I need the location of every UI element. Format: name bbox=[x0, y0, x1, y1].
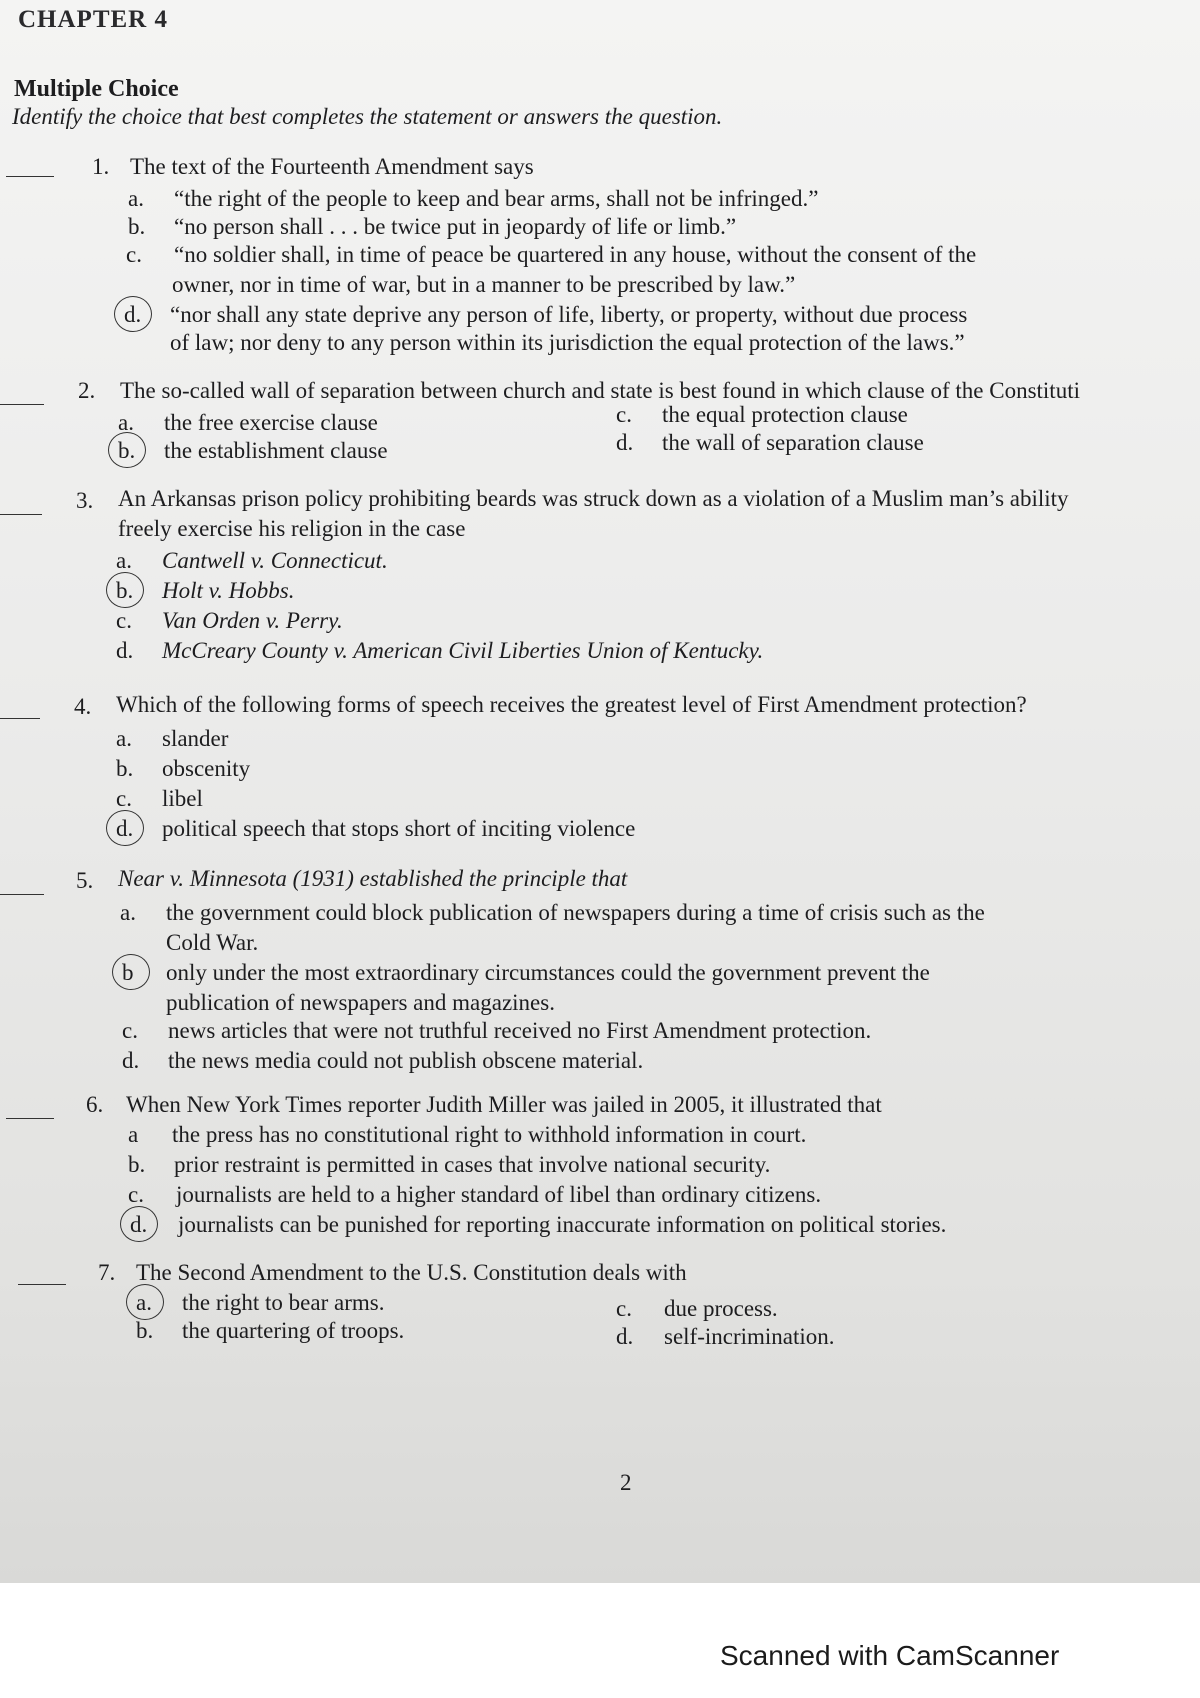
choice-text: libel bbox=[162, 786, 203, 811]
choice-letter: a. bbox=[120, 900, 136, 925]
question-number: 4. bbox=[74, 694, 92, 719]
choice-letter: b. bbox=[128, 214, 146, 239]
choice-text-continued: owner, nor in time of war, but in a manner to be prescribed by law.” bbox=[172, 272, 796, 297]
choice-text: the free exercise clause bbox=[164, 410, 378, 435]
choice-letter: c. bbox=[616, 1296, 632, 1321]
question-number: 7. bbox=[98, 1260, 116, 1285]
choice-letter: a bbox=[128, 1122, 139, 1147]
question-number: 2. bbox=[78, 378, 96, 403]
choice-text: prior restraint is permitted in cases that involve national security. bbox=[174, 1152, 771, 1177]
choice-text: the wall of separation clause bbox=[662, 430, 924, 455]
question-text: Near v. Minnesota (1931) established the principle that bbox=[118, 866, 628, 891]
answer-blank[interactable] bbox=[6, 1118, 54, 1119]
choice-letter: d. bbox=[616, 430, 634, 455]
answer-blank[interactable] bbox=[6, 176, 54, 177]
choice-text: only under the most extraordinary circumstances could the government prevent the bbox=[166, 960, 930, 985]
choice-letter: b. bbox=[128, 1152, 146, 1177]
choice-text: Cantwell v. Connecticut. bbox=[162, 548, 388, 573]
choice-letter: b. bbox=[116, 578, 134, 603]
choice-text: McCreary County v. American Civil Liberties Union of Kentucky. bbox=[162, 638, 764, 663]
chapter-heading: CHAPTER 4 bbox=[18, 6, 168, 33]
choice-letter: d. bbox=[122, 1048, 140, 1073]
choice-text-continued: publication of newspapers and magazines. bbox=[166, 990, 555, 1015]
question-number: 6. bbox=[86, 1092, 104, 1117]
choice-text-continued: Cold War. bbox=[166, 930, 259, 955]
choice-letter: d. bbox=[116, 638, 134, 663]
choice-text-continued: of law; nor deny to any person within its jurisdiction the equal protection of the laws.” bbox=[170, 330, 965, 355]
choice-letter: c. bbox=[616, 402, 632, 427]
choice-text: political speech that stops short of inciting violence bbox=[162, 816, 636, 841]
choice-text: journalists can be punished for reporting inaccurate information on political stories. bbox=[178, 1212, 947, 1237]
question-number: 5. bbox=[76, 868, 94, 893]
question-text: The so-called wall of separation between church and state is best found in which clause of the Constituti bbox=[120, 378, 1080, 403]
choice-text: “no person shall . . . be twice put in jeopardy of life or limb.” bbox=[174, 214, 737, 239]
scanner-watermark: Scanned with CamScanner bbox=[720, 1640, 1060, 1671]
question-number: 1. bbox=[92, 154, 110, 179]
choice-letter: a. bbox=[136, 1290, 152, 1315]
choice-text: Holt v. Hobbs. bbox=[162, 578, 295, 603]
choice-text: news articles that were not truthful received no First Amendment protection. bbox=[168, 1018, 872, 1043]
choice-letter: c. bbox=[116, 608, 132, 633]
choice-letter: b. bbox=[136, 1318, 154, 1343]
question-number: 3. bbox=[76, 488, 94, 513]
choice-text: “nor shall any state deprive any person of life, liberty, or property, without due process bbox=[170, 302, 968, 327]
choice-text: the right to bear arms. bbox=[182, 1290, 385, 1315]
choice-text: the equal protection clause bbox=[662, 402, 908, 427]
question-text: Which of the following forms of speech receives the greatest level of First Amendment protection? bbox=[116, 692, 1027, 717]
choice-text: Van Orden v. Perry. bbox=[162, 608, 343, 633]
choice-text: slander bbox=[162, 726, 229, 751]
choice-letter: a. bbox=[116, 548, 132, 573]
choice-text: “no soldier shall, in time of peace be quartered in any house, without the consent of the bbox=[174, 242, 977, 267]
section-title: Multiple Choice bbox=[14, 76, 179, 102]
question-text: When New York Times reporter Judith Miller was jailed in 2005, it illustrated that bbox=[126, 1092, 882, 1117]
question-text: An Arkansas prison policy prohibiting beards was struck down as a violation of a Muslim man’s ability bbox=[118, 486, 1069, 511]
choice-text: due process. bbox=[664, 1296, 778, 1321]
answer-blank[interactable] bbox=[18, 1284, 66, 1285]
question-text-continued: freely exercise his religion in the case bbox=[118, 516, 466, 541]
choice-letter: d. bbox=[124, 302, 142, 327]
answer-blank[interactable] bbox=[0, 894, 44, 895]
choice-text: the press has no constitutional right to withhold information in court. bbox=[172, 1122, 807, 1147]
choice-text: the government could block publication of newspapers during a time of crisis such as the bbox=[166, 900, 985, 925]
question-text: The text of the Fourteenth Amendment says bbox=[130, 154, 534, 179]
instructions: Identify the choice that best completes the statement or answers the question. bbox=[12, 104, 723, 129]
choice-letter: c. bbox=[116, 786, 132, 811]
choice-letter: a. bbox=[128, 186, 144, 211]
answer-blank[interactable] bbox=[0, 718, 40, 719]
question-text: The Second Amendment to the U.S. Constitution deals with bbox=[136, 1260, 687, 1285]
choice-letter: c. bbox=[126, 242, 142, 267]
choice-letter: b. bbox=[116, 756, 134, 781]
choice-letter: a. bbox=[118, 410, 134, 435]
choice-text: journalists are held to a higher standard of libel than ordinary citizens. bbox=[176, 1182, 822, 1207]
page-number: 2 bbox=[620, 1470, 632, 1495]
choice-letter: c. bbox=[122, 1018, 138, 1043]
choice-text: obscenity bbox=[162, 756, 251, 781]
choice-text: self-incrimination. bbox=[664, 1324, 835, 1349]
answer-blank[interactable] bbox=[0, 404, 44, 405]
choice-letter: b. bbox=[118, 438, 136, 463]
choice-text: the quartering of troops. bbox=[182, 1318, 405, 1343]
choice-letter: d. bbox=[130, 1212, 148, 1237]
choice-letter: b bbox=[122, 960, 134, 985]
choice-letter: d. bbox=[616, 1324, 634, 1349]
choice-text: “the right of the people to keep and bear arms, shall not be infringed.” bbox=[174, 186, 819, 211]
answer-blank[interactable] bbox=[0, 514, 42, 515]
choice-letter: a. bbox=[116, 726, 132, 751]
choice-letter: c. bbox=[128, 1182, 144, 1207]
choice-letter: d. bbox=[116, 816, 134, 841]
choice-text: the news media could not publish obscene material. bbox=[168, 1048, 644, 1073]
choice-text: the establishment clause bbox=[164, 438, 388, 463]
